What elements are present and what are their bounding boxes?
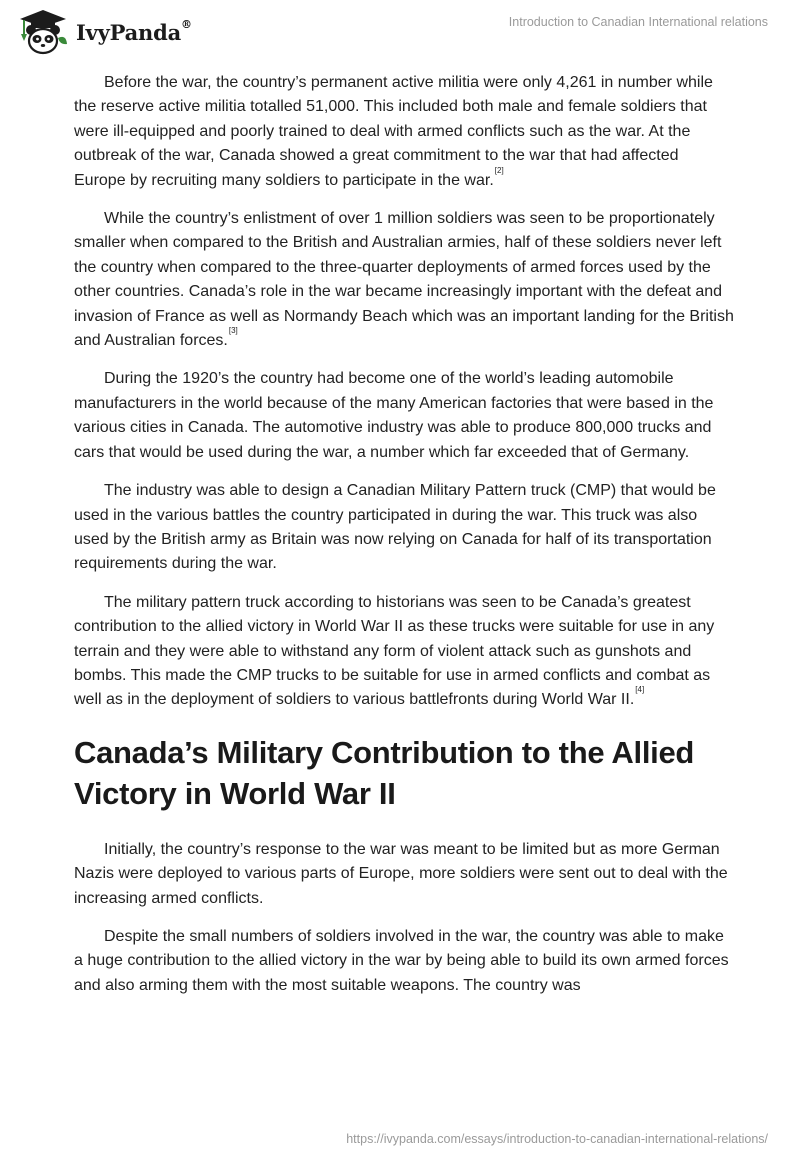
paragraph: While the country’s enlistment of over 1 million soldiers was seen to be proportionately smaller when compared to the British and Australian armies, half of these soldiers never left the country when compared to the three-quarter deployments of armed forces used by the other countries. Canada’s role in the war became increasingly important with the defeat and invasion of France as well as Normandy Beach which was an important landing for the British and Australian forces.[3]	[74, 210, 734, 350]
footnote-ref[interactable]: [2]	[494, 165, 504, 175]
paragraph: The military pattern truck according to historians was seen to be Canada’s greatest contribution to the allied victory in World War II as these trucks were suitable for use in any terrain and they were able to withstand any form of violent attack such as gunshots and bombs. This made the CMP trucks to be suitable for use in armed conflicts and combat as well as in the deployment of soldiers to various battlefronts during World War II.[4]	[74, 593, 715, 709]
footnote-ref[interactable]: [3]	[228, 326, 238, 336]
paragraph: Despite the small numbers of soldiers involved in the war, the country was able to make a huge contribution to the allied victory in the war by being able to build its own armed forces and also arming them with the most suitable weapons. The country was	[74, 927, 729, 994]
essay-content	[74, 71, 734, 1012]
page-header	[0, 0, 800, 60]
footnote-ref[interactable]: [4]	[635, 685, 645, 695]
paragraph: Initially, the country’s response to the war was meant to be limited but as more German Nazis were deployed to various parts of Europe, more soldiers were sent out to deal with the increasing armed conflicts.	[74, 840, 728, 907]
brand-name: IvyPanda®	[76, 17, 192, 45]
document-title: Introduction to Canadian International relations	[508, 15, 768, 29]
paragraph: During the 1920’s the country had become one of the world’s leading automobile manufacturers in the world because of the many American factories that were based in the various cities in Canada. The automotive industry was able to produce 800,000 trucks and cars that would be used during the war, a number which far exceeded that of Germany.	[74, 370, 714, 461]
panda-graduate-icon	[14, 8, 72, 56]
paragraph: Before the war, the country’s permanent active militia were only 4,261 in number while the reserve active militia totalled 51,000. This included both male and female soldiers that were ill-equipped and poorly trained to deal with armed conflicts such as the war. At the outbreak of the war, Canada showed a great commitment to the war that had affected Europe by recruiting many soldiers to participate in the war.[2]	[74, 74, 713, 189]
section-heading: Canada’s Military Contribution to the Allied Victory in World War II	[74, 734, 695, 811]
ivypanda-logo[interactable]	[14, 8, 192, 56]
paragraph: The industry was able to design a Canadian Military Pattern truck (CMP) that would be used in the various battles the country participated in during the war. This truck was also used by the British army as Britain was now relying on Canada for half of its transportation requirements during the war.	[74, 482, 716, 573]
source-url[interactable]: https://ivypanda.com/essays/introduction-to-canadian-international-relations/	[346, 1132, 768, 1146]
